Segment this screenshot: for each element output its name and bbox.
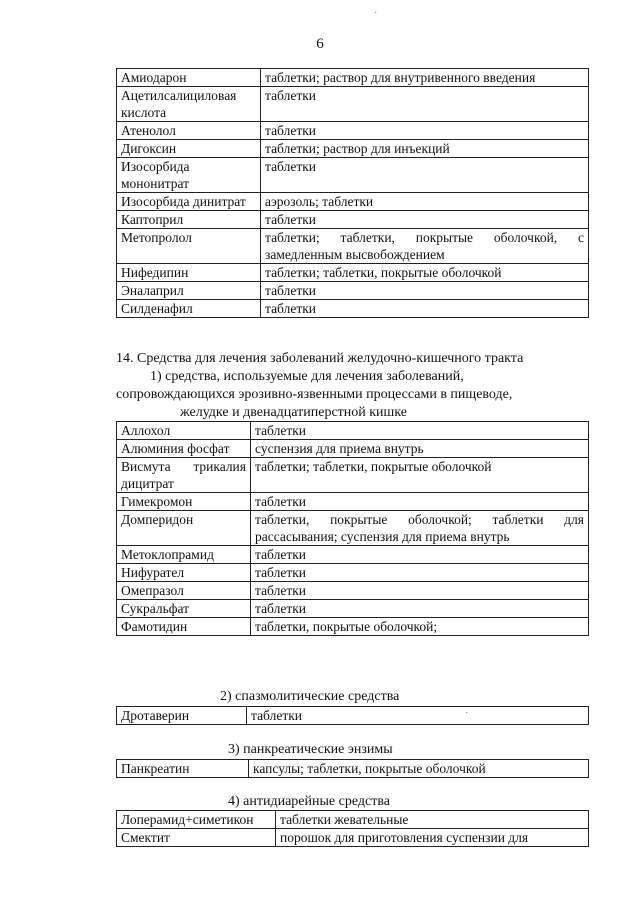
drug-name: Фамотидин	[117, 618, 251, 636]
drug-form: таблетки; раствор для внутривенного введения	[261, 69, 589, 87]
drug-name: Нифурател	[117, 564, 251, 582]
table-row	[117, 440, 589, 458]
subsection-1-line2: сопровождающихся эрозивно-язвенными процессами в пищеводе,	[116, 387, 513, 402]
drug-name: Каптоприл	[117, 211, 261, 229]
table-row	[117, 69, 589, 87]
table-row	[117, 582, 589, 600]
scan-speck: ·	[465, 708, 469, 719]
drug-form: таблетки жевательные	[276, 811, 589, 829]
drug-form: таблетки, покрытые оболочкой; таблетки для рассасывания; суспензия для приема внутрь	[251, 511, 589, 546]
drug-form: таблетки; таблетки, покрытые оболочкой	[261, 264, 589, 282]
drug-form: суспензия для приема внутрь	[251, 440, 589, 458]
drug-name: Атенолол	[117, 122, 261, 140]
drug-name: Амиодарон	[117, 69, 261, 87]
drug-form: таблетки	[261, 87, 589, 122]
drug-form: таблетки, покрытые оболочкой;	[251, 618, 589, 636]
table-row	[117, 211, 589, 229]
drug-table-enzymes	[116, 759, 589, 778]
drug-table-antidiarrheal	[116, 810, 589, 847]
drug-form: таблетки	[251, 422, 589, 440]
drug-name: Омепразол	[117, 582, 251, 600]
drug-name: Сукральфат	[117, 600, 251, 618]
table-row	[117, 193, 589, 211]
drug-table-cardio	[116, 68, 589, 318]
subsection-4-title: 4) антидиарейные средства	[228, 794, 390, 809]
drug-name: Лоперамид+симетикон	[117, 811, 276, 829]
table-row	[117, 282, 589, 300]
table-row	[117, 511, 589, 546]
drug-form: таблетки	[261, 158, 589, 193]
drug-form: таблетки	[251, 546, 589, 564]
table-row	[117, 264, 589, 282]
drug-form: таблетки; раствор для инъекций	[261, 140, 589, 158]
drug-form: таблетки	[251, 600, 589, 618]
drug-form: таблетки	[261, 282, 589, 300]
drug-name: Дигоксин	[117, 140, 261, 158]
drug-form: капсулы; таблетки, покрытые оболочкой	[249, 760, 589, 778]
table-row	[117, 600, 589, 618]
table-row	[117, 229, 589, 264]
drug-form: таблетки	[261, 300, 589, 318]
drug-name: Ацетилсалициловая кислота	[117, 87, 261, 122]
drug-name: Метопролол	[117, 229, 261, 264]
drug-form: таблетки	[247, 707, 589, 725]
drug-name: Аллохол	[117, 422, 251, 440]
drug-form: порошок для приготовления суспензии для	[276, 829, 589, 847]
subsection-1-line1: 1) средства, используемые для лечения заболеваний,	[150, 369, 464, 384]
table-row	[117, 811, 589, 829]
drug-name: Дротаверин	[117, 707, 247, 725]
drug-form: таблетки; таблетки, покрытые оболочкой	[251, 458, 589, 493]
drug-name: Изосорбида динитрат	[117, 193, 261, 211]
drug-name: Метоклопрамид	[117, 546, 251, 564]
drug-form: таблетки	[261, 122, 589, 140]
drug-name: Алюминия фосфат	[117, 440, 251, 458]
table-row	[117, 707, 589, 725]
table-row	[117, 546, 589, 564]
section-14-title: 14. Средства для лечения заболеваний желудочно-кишечного тракта	[116, 351, 524, 366]
table-row	[117, 300, 589, 318]
drug-form: таблетки	[251, 493, 589, 511]
table-row	[117, 458, 589, 493]
table-row	[117, 618, 589, 636]
table-row	[117, 140, 589, 158]
drug-form: таблетки	[251, 564, 589, 582]
page-number: 6	[316, 36, 324, 52]
drug-name: Смектит	[117, 829, 276, 847]
table-row	[117, 87, 589, 122]
drug-table-gastro	[116, 421, 589, 636]
table-row	[117, 122, 589, 140]
drug-form: аэрозоль; таблетки	[261, 193, 589, 211]
drug-name: Изосорбида мононитрат	[117, 158, 261, 193]
drug-name: Панкреатин	[117, 760, 249, 778]
table-row	[117, 422, 589, 440]
table-row	[117, 493, 589, 511]
subsection-1-line3: желудке и двенадцатиперстной кишке	[180, 405, 408, 420]
drug-form: таблетки	[251, 582, 589, 600]
drug-name: Висмута трикалия дицитрат	[117, 458, 251, 493]
subsection-2-title: 2) спазмолитические средства	[220, 689, 400, 704]
drug-name: Силденафил	[117, 300, 261, 318]
drug-table-antispasmodic	[116, 706, 589, 725]
drug-name: Гимекромон	[117, 493, 251, 511]
table-row	[117, 760, 589, 778]
drug-form: таблетки	[261, 211, 589, 229]
drug-form: таблетки; таблетки, покрытые оболочкой, с замедленным высвобождением	[261, 229, 589, 264]
table-row	[117, 564, 589, 582]
drug-name: Эналаприл	[117, 282, 261, 300]
drug-name: Домперидон	[117, 511, 251, 546]
scan-speck: ·	[374, 8, 378, 19]
subsection-3-title: 3) панкреатические энзимы	[228, 742, 393, 757]
table-row	[117, 829, 589, 847]
table-row	[117, 158, 589, 193]
drug-name: Нифедипин	[117, 264, 261, 282]
